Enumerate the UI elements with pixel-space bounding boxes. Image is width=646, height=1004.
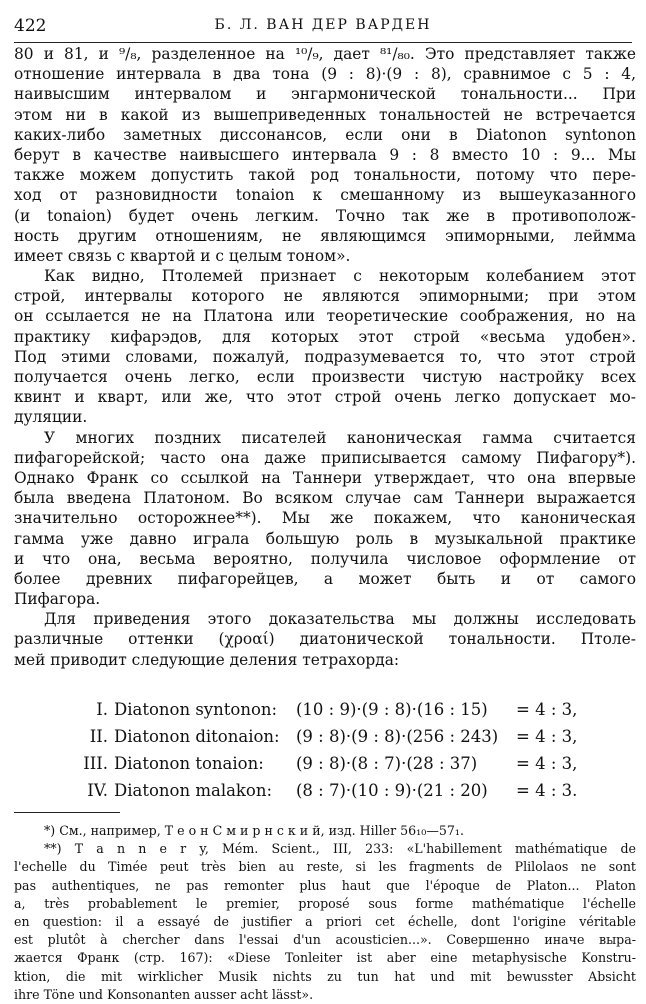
tetrachord-formula: (8 : 7)·(10 : 9)·(21 : 20): [296, 781, 488, 800]
text-line: наивысшим интервалом и энгармонической тональности... При: [14, 85, 636, 104]
tetrachord-name: Diatonon malakon:: [114, 781, 273, 800]
tetrachord-formula: (9 : 8)·(8 : 7)·(28 : 37): [296, 754, 478, 773]
text-line: ность другим отношениям, не являющимся эпиморными, леймма: [14, 226, 636, 245]
footnote-line: l'echelle du Timée peut très bien au reste, si les fragments de Plilolaos ne sont: [14, 859, 636, 875]
text-line: мей приводит следующие деления тетрахорда:: [14, 650, 400, 669]
text-line: имеет связь с квартой и с целым тоном».: [14, 246, 351, 265]
tetrachord-result: = 4 : 3,: [516, 727, 578, 746]
text-line: Пифагора.: [14, 590, 101, 609]
running-head: [14, 16, 632, 40]
tetrachord-result: = 4 : 3,: [516, 700, 578, 719]
text-line: 80 и 81, и ⁹/₈, разделенное на ¹⁰/₉, дает ⁸¹/₈₀. Это представляет также: [14, 45, 636, 63]
paragraph-start: Для приведения этого доказательства мы должны исследовать: [44, 610, 636, 629]
text-line: Однако Франк со ссылкой на Таннери утверждает, что она впервые: [14, 468, 636, 487]
footnote-line: жается Франк (стр. 167): «Diese Tonleiter ist aber eine metaphysische Konstru-: [14, 950, 636, 966]
tetrachord-number: IV.: [87, 781, 108, 800]
text-line: квинт и кварт, или же, что этот строй очень легко допускает мо-: [14, 388, 636, 407]
text-line: каких-либо заметных диссонансов, если они в Diatonon syntonon: [14, 125, 636, 144]
footnote-line: ktion, die mit wirklicher Musik nichts zu tun hat und mit bewusster Absicht: [14, 968, 636, 984]
footnote-line: est plutôt à chercher dans l'essai d'un acousticien...». Совершенно иначе выра-: [14, 932, 636, 948]
footnote-line: a, très probablement le premier, proposé sous forme mathématique l'échelle: [14, 895, 636, 911]
tetrachord-name: Diatonon syntonon:: [114, 700, 278, 719]
paragraph-start: У многих поздних писателей каноническая гамма считается: [44, 428, 636, 447]
text-line: ход от разновидности tonaion к смешанному из вышеуказанного: [14, 186, 636, 205]
text-line: этом ни в какой из вышеприведенных тональностей не встречается: [14, 105, 636, 124]
text-line: дуляции.: [14, 408, 88, 427]
text-line: пифагорейской; часто она даже приписывается самому Пифагору*).: [14, 448, 636, 467]
text-line: он ссылается не на Платона или теоретические соображения, но на: [14, 307, 636, 326]
tetrachord-number: I.: [96, 700, 108, 719]
footnote-line: **) T a n n e r y, Mém. Scient., III, 233: «L'habillement mathématique de: [44, 841, 636, 857]
tetrachord-name: Diatonon ditonaion:: [114, 727, 280, 746]
text-line: гамма уже давно играла большую роль в музыкальной практике: [14, 529, 636, 548]
running-title: Б. Л. ВАН ДЕР ВАРДЕН: [214, 17, 432, 33]
tetrachord-row: [60, 727, 600, 754]
text-line: отношение интервала в два тона (9 : 8)·(9 : 8), сравнимое с 5 : 4,: [14, 65, 636, 84]
text-line: различные оттенки (χροαί) диатонической тональности. Птоле-: [14, 630, 636, 649]
text-line: получается очень легко, если произвести чистую настройку всех: [14, 368, 636, 386]
footnote-line: ihre Töne und Konsonanten ausser acht lässt».: [14, 986, 314, 1002]
tetrachord-row: [60, 781, 600, 808]
main-text: [14, 44, 636, 670]
tetrachord-name: Diatonon tonaion:: [114, 754, 264, 773]
footnotes: [14, 822, 636, 1004]
page-number: 422: [14, 16, 47, 36]
text-line: и что она, весьма вероятно, получила числовое оформление от: [14, 549, 636, 568]
text-line: берут в качестве наивысшего интервала 9 : 8 вместо 10 : 9... Мы: [14, 145, 636, 164]
footnote-line: pas authentiques, ne pas remonter plus haut que l'époque de Platon... Platon: [14, 877, 636, 893]
tetrachord-number: III.: [83, 754, 108, 773]
text-line: более древних пифагорейцев, а может быть и от самого: [14, 569, 636, 588]
text-line: (и tonaion) будет очень легким. Точно так же в противополож-: [14, 206, 636, 225]
tetrachord-formula: (10 : 9)·(9 : 8)·(16 : 15): [296, 700, 488, 719]
text-line: строй, интервалы которого не являются эпиморными; при этом: [14, 287, 636, 306]
tetrachord-result: = 4 : 3,: [516, 754, 578, 773]
tetrachord-row: [60, 700, 600, 727]
footnote-line: *) См., например, Т е о н С м и р н с к и й, изд. Hiller 56₁₀—57₁.: [44, 823, 464, 838]
text-line: была введена Платоном. Во всяком случае сам Таннери выражается: [14, 489, 636, 508]
text-line: Под этими словами, пожалуй, подразумевается то, что этот строй: [14, 347, 636, 366]
tetrachord-result: = 4 : 3.: [516, 781, 578, 800]
tetrachord-number: II.: [89, 727, 108, 746]
footnote-line: en question: il a essayé de justifier a priori cet échelle, dont l'origine véritable: [14, 913, 636, 929]
text-line: также можем допустить такой род тональности, потому что пере-: [14, 166, 636, 185]
tetrachord-formula: (9 : 8)·(9 : 8)·(256 : 243): [296, 727, 499, 746]
header-rule: [14, 42, 632, 43]
text-line: значительно осторожнее**). Мы же покажем, что каноническая: [14, 509, 636, 528]
tetrachord-list: [60, 700, 600, 808]
paragraph-start: Как видно, Птолемей признает с некоторым колебанием этот: [44, 267, 636, 286]
tetrachord-row: [60, 754, 600, 781]
footnote-rule: [14, 812, 120, 813]
text-line: практику кифарэдов, для которых этот строй «весьма удобен».: [14, 327, 636, 346]
